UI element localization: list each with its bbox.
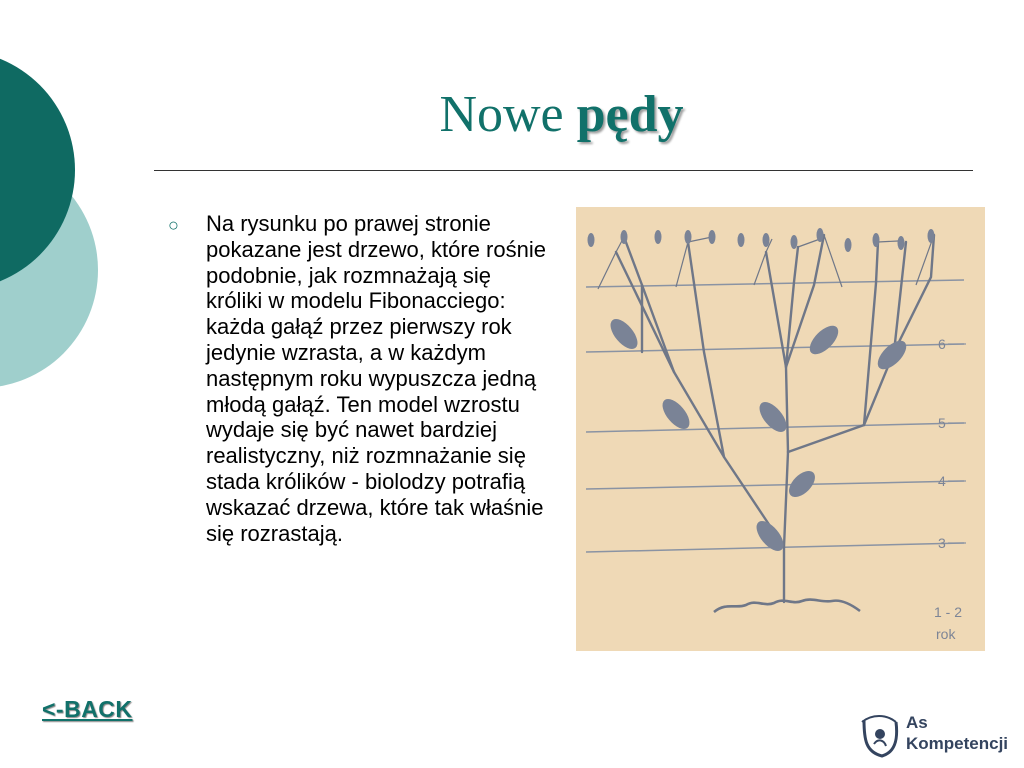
body-text: Na rysunku po prawej stronie pokazane jest drzewo, które rośnie podobnie, jak rozmnażają się króliki w modelu Fibonacciego: każda gałąź przez pierwszy rok jedynie wzrasta, a w każdym następnym roku wypuszcza jedną młodą gałąź. Ten model wzrostu wydaje się być nawet bardziej realistyczny, niż rozmnażanie się stada królików - biolodzy potrafią wskazać drzewa, które tak właśnie się rozrastają. <box>206 211 546 546</box>
bullet-circle-icon: ○ <box>168 215 179 235</box>
bud <box>928 229 935 243</box>
back-link[interactable]: <-BACK <box>42 696 133 722</box>
bud <box>791 235 798 249</box>
bud <box>763 233 770 247</box>
base-label: rok <box>936 626 956 642</box>
fibonacci-tree-figure <box>576 207 985 651</box>
title-highlight: pędy <box>576 86 684 143</box>
title-regular: Nowe <box>439 86 577 143</box>
bud <box>588 233 595 247</box>
bud <box>817 228 824 242</box>
bud <box>709 230 716 244</box>
level-label: 3 <box>938 535 946 551</box>
logo-line1: As <box>906 713 928 732</box>
bud <box>738 233 745 247</box>
bud <box>655 230 662 244</box>
page-title <box>150 86 973 143</box>
logo-line2: Kompetencji <box>906 734 1009 753</box>
base-label: 1 - 2 <box>934 604 963 620</box>
level-label: 4 <box>938 473 946 489</box>
level-label: 6 <box>938 336 946 352</box>
title-divider <box>154 170 973 171</box>
bud <box>873 233 880 247</box>
bud <box>845 238 852 252</box>
bud <box>898 236 905 250</box>
logo-emblem-icon <box>856 710 902 760</box>
bud <box>685 230 692 244</box>
logo <box>856 708 1016 764</box>
level-label: 5 <box>938 415 946 431</box>
decorative-circles <box>0 0 120 420</box>
bud <box>621 230 628 244</box>
